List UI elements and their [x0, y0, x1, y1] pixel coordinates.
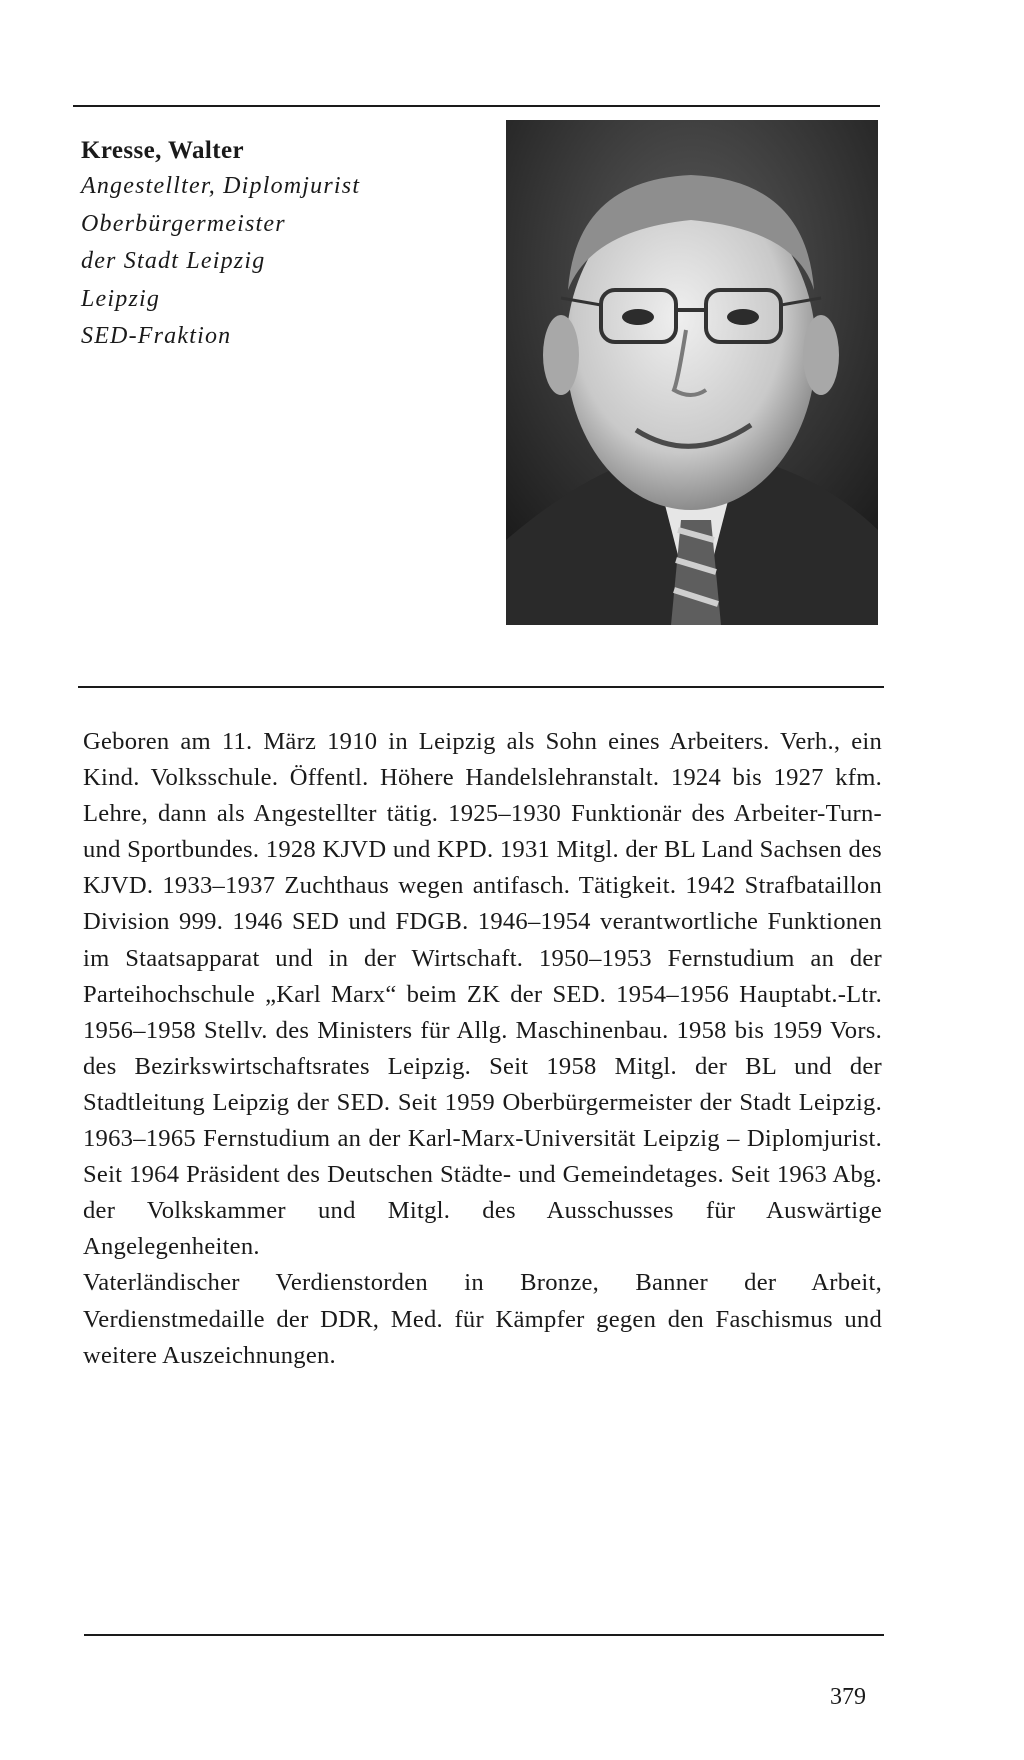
awards-paragraph: Vaterländischer Verdienstorden in Bronze, Banner der Arbeit, Verdienstmedaille der DDR, Med. für Kämpfer gegen den Faschismus und weitere Auszeichnungen.: [83, 1269, 882, 1369]
position-city: der Stadt Leipzig: [81, 248, 266, 274]
biography-paragraph: Geboren am 11. März 1910 in Leipzig als Sohn eines Arbeiters. Verh., ein Kind. Volksschule. Öffentl. Höhere Handelslehranstalt. 1924 bis 1927 kfm. Lehre, dann als Angestellter tätig. 1925–1930 Funktionär des Arbeiter-Turn- und Sportbundes. 1928 KJVD und KPD. 1931 Mitgl. der BL Land Sachsen des KJVD. 1933–1937 Zuchthaus wegen antifasch. Tätigkeit. 1942 Strafbataillon Division 999. 1946 SED und FDGB. 1946–1954 verantwortliche Funktionen im Staatsapparat und in der Wirtschaft. 1950–1953 Fernstudium an der Parteihochschule „Karl Marx“ beim ZK der SED. 1954–1956 Hauptabt.-Ltr. 1956–1958 Stellv. des Ministers für Allg. Maschinenbau. 1958 bis 1959 Vors. des Bezirkswirtschaftsrates Leipzig. Seit 1958 Mitgl. der BL und der Stadtleitung Leipzig der SED. Seit 1959 Oberbürgermeister der Stadt Leipzig. 1963–1965 Fernstudium an der Karl-Marx-Universität Leipzig – Diplomjurist. Seit 1964 Präsident des Deutschen Städte- und Gemeindetages. Seit 1963 Abg. der Volkskammer und Mitgl. des Ausschusses für Auswärtige Angelegenheiten.: [83, 728, 882, 1261]
faction: SED-Fraktion: [81, 323, 232, 349]
constituency: Leipzig: [81, 285, 161, 312]
entry-header: [81, 134, 481, 356]
occupation: Angestellter, Diplomjurist: [81, 173, 361, 199]
portrait-photo: [506, 120, 878, 625]
person-name: Kresse, Walter: [81, 137, 244, 164]
position-title: Oberbürgermeister: [81, 210, 286, 237]
portrait-illustration: [506, 120, 878, 625]
top-rule: [73, 105, 880, 107]
middle-rule: [78, 686, 884, 688]
biography: [83, 724, 882, 1374]
page-number: 379: [830, 1684, 866, 1710]
bottom-rule: [84, 1634, 884, 1636]
